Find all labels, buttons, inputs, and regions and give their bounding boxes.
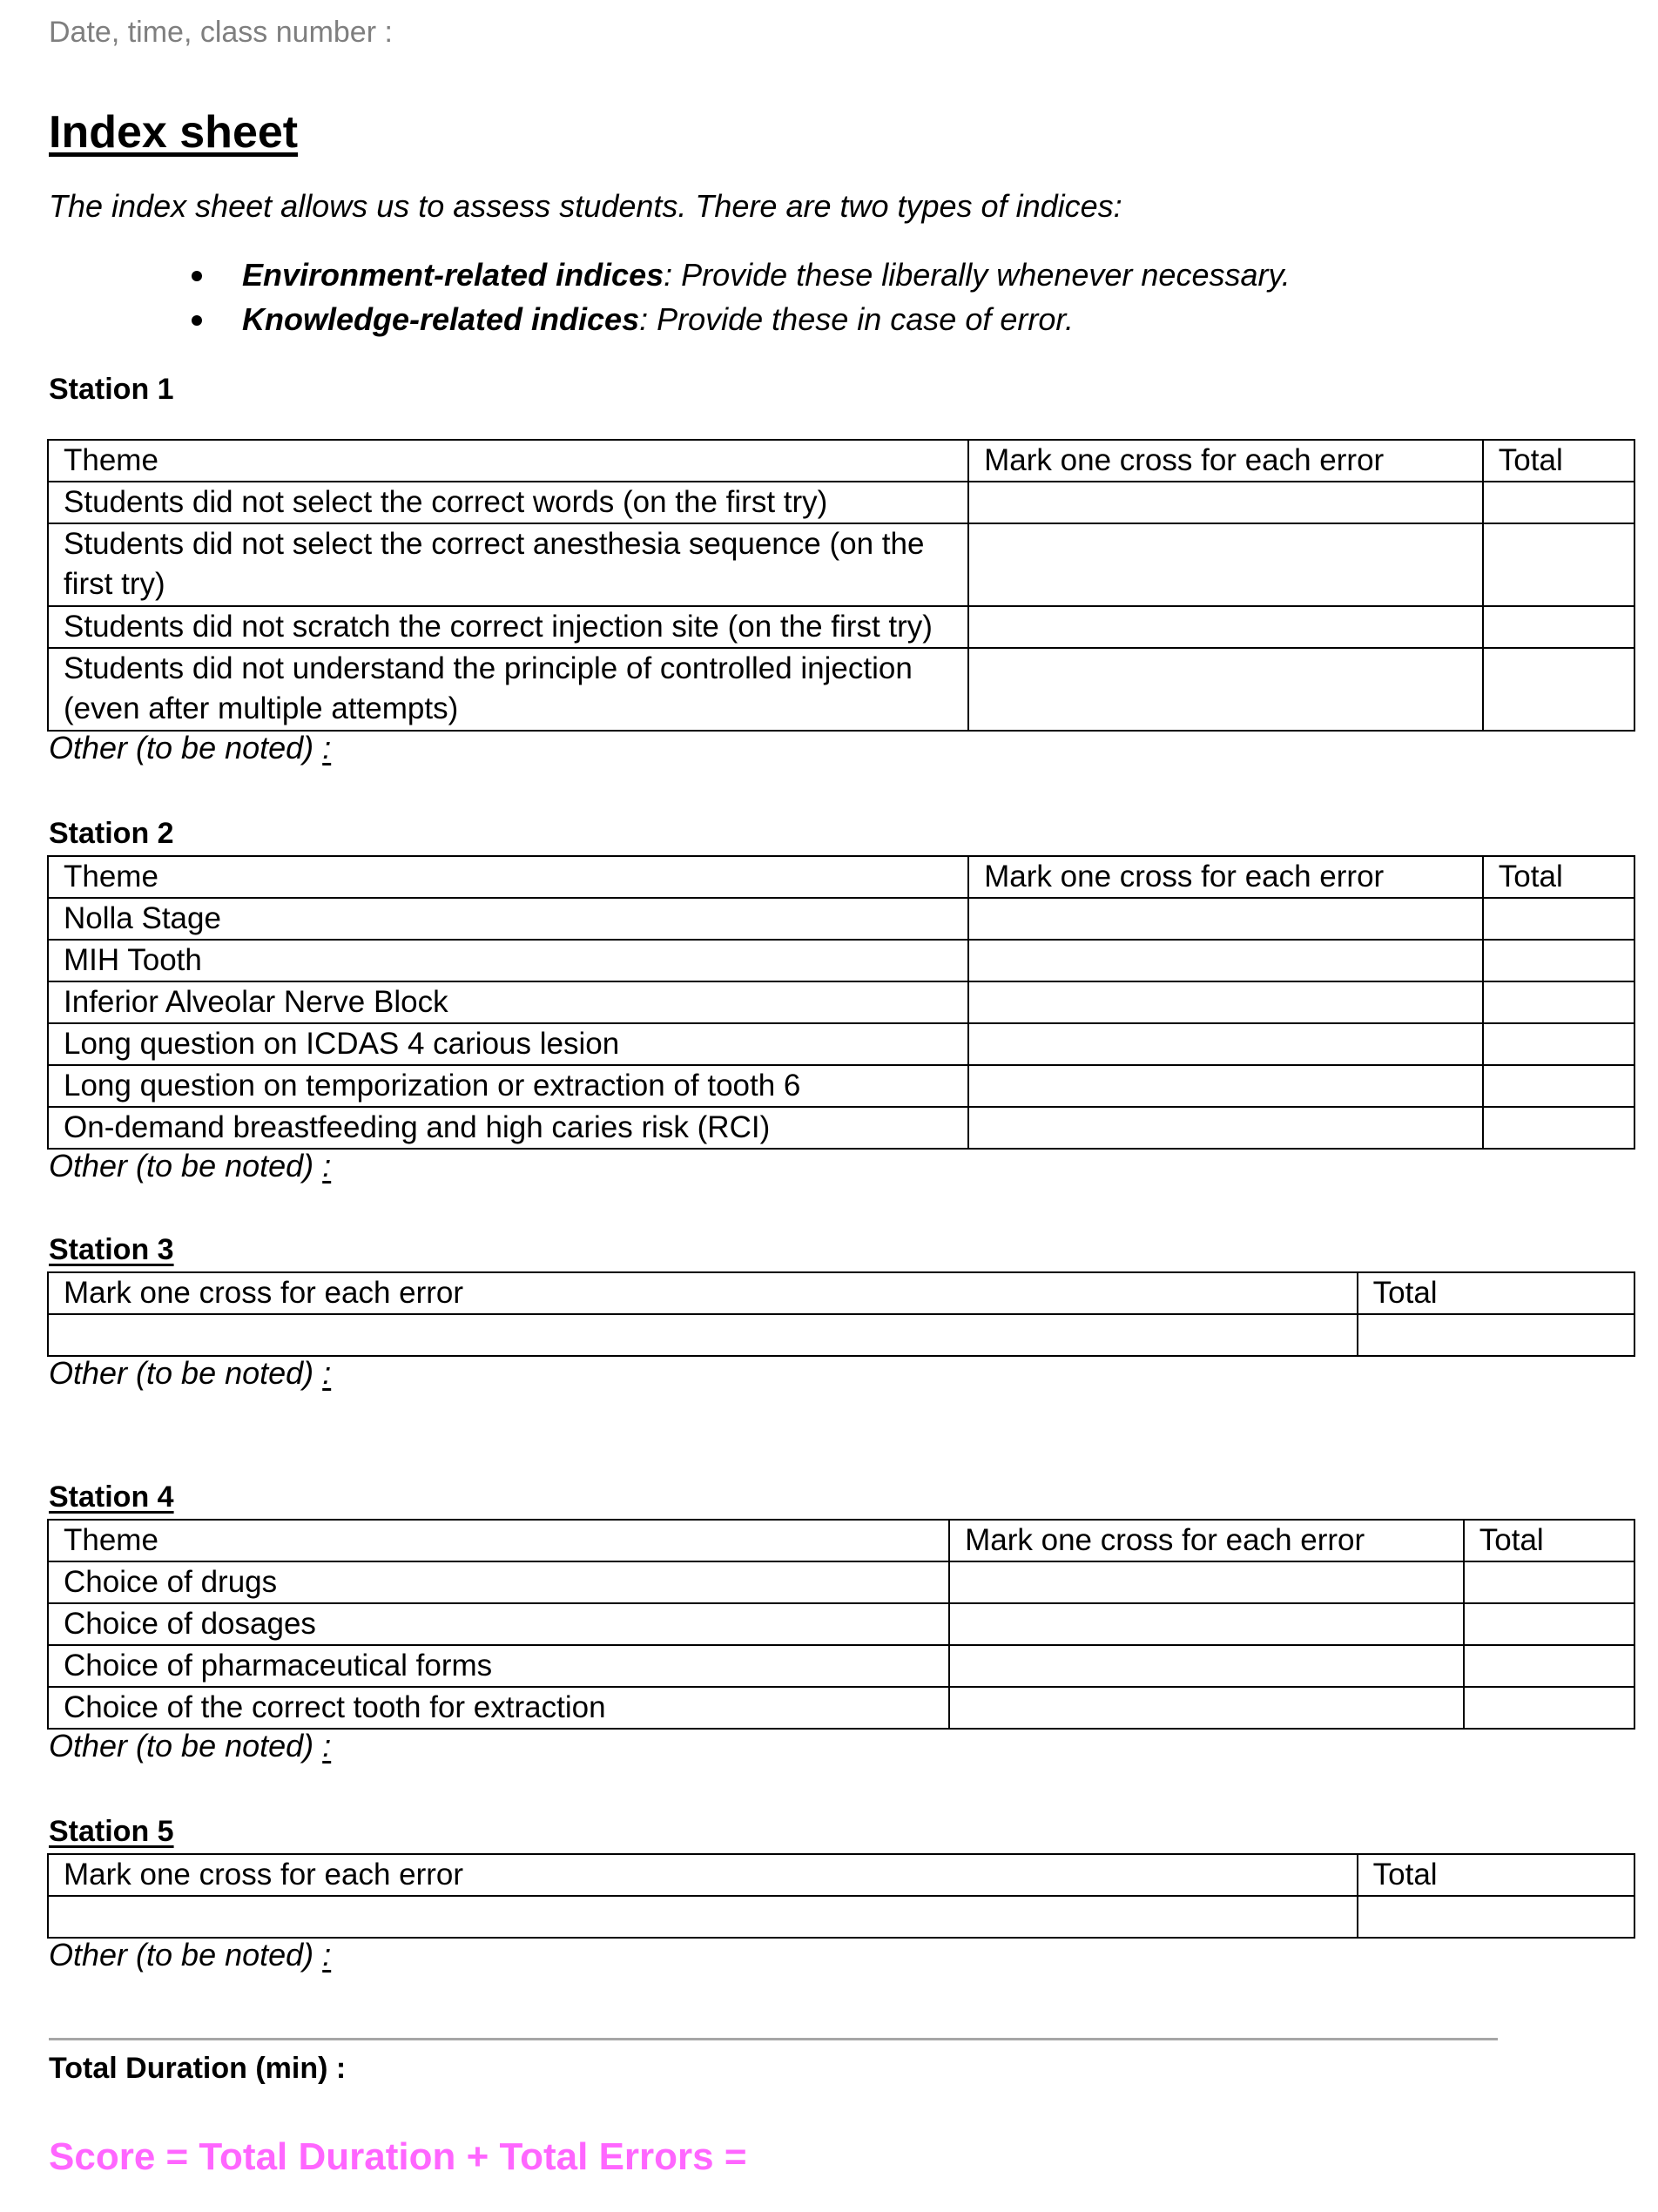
total-cell[interactable] xyxy=(1464,1645,1634,1687)
station-5-other-note xyxy=(49,1937,331,1973)
bullet-text: : Provide these liberally whenever necessary. xyxy=(664,257,1291,293)
station-2-table xyxy=(47,855,1635,1150)
mark-cell[interactable] xyxy=(968,1065,1483,1107)
total-cell[interactable] xyxy=(1483,606,1634,648)
other-colon: : xyxy=(322,1937,332,1973)
total-cell[interactable] xyxy=(1464,1687,1634,1729)
header-theme: Theme xyxy=(48,1520,949,1561)
station-3-title: Station 3 xyxy=(49,1233,174,1266)
bullet-text: : Provide these in case of error. xyxy=(639,301,1075,337)
mark-cell[interactable] xyxy=(48,1896,1358,1938)
station-1-title: Station 1 xyxy=(49,373,174,406)
table-row xyxy=(48,981,1634,1023)
header-total: Total xyxy=(1483,856,1634,898)
table-row xyxy=(48,1896,1634,1938)
list-item xyxy=(49,297,1291,341)
theme-cell: Long question on ICDAS 4 carious lesion xyxy=(48,1023,968,1065)
mark-cell[interactable] xyxy=(949,1561,1464,1603)
header-total: Total xyxy=(1483,440,1634,482)
total-cell[interactable] xyxy=(1464,1561,1634,1603)
other-colon: : xyxy=(322,1148,332,1184)
table-row xyxy=(48,1603,1634,1645)
mark-cell[interactable] xyxy=(968,606,1483,648)
other-label: Other (to be noted) xyxy=(49,1148,314,1184)
table-row xyxy=(48,1561,1634,1603)
station-4-title: Station 4 xyxy=(49,1480,174,1514)
total-cell[interactable] xyxy=(1483,898,1634,940)
total-cell[interactable] xyxy=(1483,1023,1634,1065)
header-total: Total xyxy=(1358,1854,1634,1896)
other-colon: : xyxy=(322,1355,332,1391)
station-4-table xyxy=(47,1519,1635,1730)
header-mark: Mark one cross for each error xyxy=(48,1854,1358,1896)
other-label: Other (to be noted) xyxy=(49,730,314,765)
mark-cell[interactable] xyxy=(968,523,1483,606)
divider xyxy=(49,2038,1498,2040)
table-row xyxy=(48,898,1634,940)
total-cell[interactable] xyxy=(1358,1896,1634,1938)
bullet-term: Knowledge-related indices xyxy=(242,301,640,337)
theme-cell: Students did not select the correct words (on the first try) xyxy=(48,482,968,523)
table-row xyxy=(48,482,1634,523)
station-3-other-note xyxy=(49,1355,331,1392)
mark-cell[interactable] xyxy=(949,1687,1464,1729)
station-2-title: Station 2 xyxy=(49,817,174,850)
table-row xyxy=(48,606,1634,648)
table-row xyxy=(48,1687,1634,1729)
other-label: Other (to be noted) xyxy=(49,1728,314,1764)
header-mark: Mark one cross for each error xyxy=(949,1520,1464,1561)
theme-cell: Nolla Stage xyxy=(48,898,968,940)
mark-cell[interactable] xyxy=(949,1645,1464,1687)
list-item xyxy=(49,253,1291,297)
other-label: Other (to be noted) xyxy=(49,1937,314,1973)
table-header-row xyxy=(48,1520,1634,1561)
mark-cell[interactable] xyxy=(968,898,1483,940)
table-row xyxy=(48,1314,1634,1356)
table-row xyxy=(48,1023,1634,1065)
theme-cell: MIH Tooth xyxy=(48,940,968,981)
total-cell[interactable] xyxy=(1483,981,1634,1023)
theme-cell: Inferior Alveolar Nerve Block xyxy=(48,981,968,1023)
total-cell[interactable] xyxy=(1483,1065,1634,1107)
theme-cell: Students did not scratch the correct injection site (on the first try) xyxy=(48,606,968,648)
header-mark: Mark one cross for each error xyxy=(968,440,1483,482)
theme-cell: Long question on temporization or extraction of tooth 6 xyxy=(48,1065,968,1107)
mark-cell[interactable] xyxy=(968,482,1483,523)
station-1-table xyxy=(47,439,1635,732)
header-total: Total xyxy=(1464,1520,1634,1561)
table-row xyxy=(48,1065,1634,1107)
mark-cell[interactable] xyxy=(968,981,1483,1023)
station-5-title: Station 5 xyxy=(49,1815,174,1848)
table-header-row xyxy=(48,856,1634,898)
indices-list xyxy=(49,253,1291,341)
date-time-class-line: Date, time, class number : xyxy=(49,16,393,49)
total-cell[interactable] xyxy=(1464,1603,1634,1645)
mark-cell[interactable] xyxy=(949,1603,1464,1645)
header-mark: Mark one cross for each error xyxy=(48,1272,1358,1314)
table-row xyxy=(48,1107,1634,1149)
header-theme: Theme xyxy=(48,856,968,898)
station-3-table xyxy=(47,1271,1635,1357)
theme-cell: Choice of the correct tooth for extraction xyxy=(48,1687,949,1729)
total-cell[interactable] xyxy=(1483,482,1634,523)
other-colon: : xyxy=(322,730,332,765)
table-row xyxy=(48,648,1634,731)
total-cell[interactable] xyxy=(1483,523,1634,606)
other-label: Other (to be noted) xyxy=(49,1355,314,1391)
total-cell[interactable] xyxy=(1483,940,1634,981)
score-formula: Score = Total Duration + Total Errors = xyxy=(49,2135,747,2178)
theme-cell: Students did not understand the principle of controlled injection (even after multiple attempts) xyxy=(48,648,968,731)
total-duration-label: Total Duration (min) : xyxy=(49,2052,347,2085)
header-mark: Mark one cross for each error xyxy=(968,856,1483,898)
theme-cell: Students did not select the correct anesthesia sequence (on the first try) xyxy=(48,523,968,606)
theme-cell: On-demand breastfeeding and high caries risk (RCI) xyxy=(48,1107,968,1149)
table-header-row xyxy=(48,440,1634,482)
table-row xyxy=(48,1645,1634,1687)
station-4-other-note xyxy=(49,1728,331,1764)
station-1-other-note xyxy=(49,730,331,766)
mark-cell[interactable] xyxy=(968,1023,1483,1065)
mark-cell[interactable] xyxy=(968,1107,1483,1149)
theme-cell: Choice of pharmaceutical forms xyxy=(48,1645,949,1687)
table-header-row xyxy=(48,1854,1634,1896)
table-row xyxy=(48,940,1634,981)
mark-cell[interactable] xyxy=(968,648,1483,731)
station-5-table xyxy=(47,1853,1635,1939)
intro-text: The index sheet allows us to assess students. There are two types of indices: xyxy=(49,188,1122,224)
station-2-other-note xyxy=(49,1148,331,1184)
table-header-row xyxy=(48,1272,1634,1314)
bullet-term: Environment-related indices xyxy=(242,257,664,293)
mark-cell[interactable] xyxy=(48,1314,1358,1356)
theme-cell: Choice of drugs xyxy=(48,1561,949,1603)
total-cell[interactable] xyxy=(1483,648,1634,731)
table-row xyxy=(48,523,1634,606)
page-title: Index sheet xyxy=(49,107,299,158)
total-cell[interactable] xyxy=(1358,1314,1634,1356)
header-theme: Theme xyxy=(48,440,968,482)
other-colon: : xyxy=(322,1728,332,1764)
header-total: Total xyxy=(1358,1272,1634,1314)
total-cell[interactable] xyxy=(1483,1107,1634,1149)
theme-cell: Choice of dosages xyxy=(48,1603,949,1645)
mark-cell[interactable] xyxy=(968,940,1483,981)
